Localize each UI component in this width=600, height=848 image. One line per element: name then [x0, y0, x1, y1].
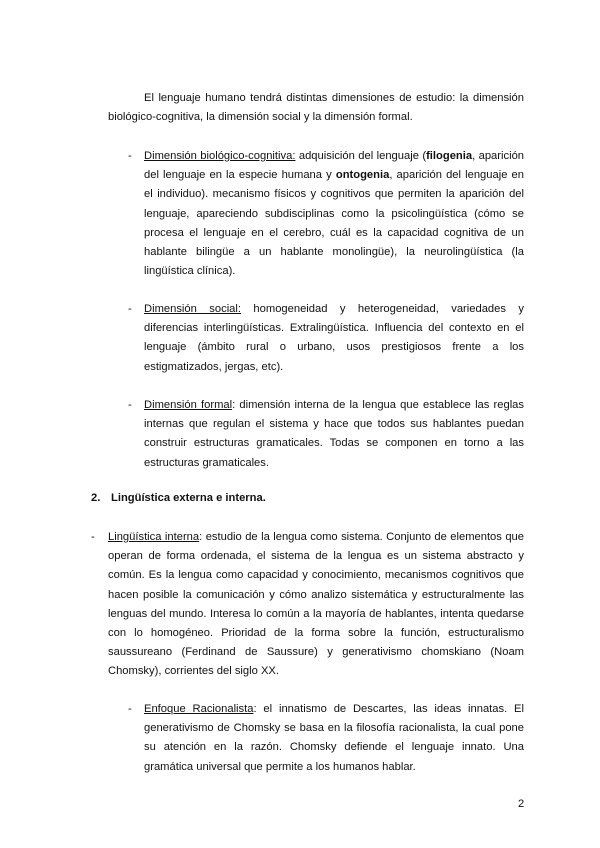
section-number: 2.	[91, 492, 101, 504]
racionalista-text: : el innatismo de Descartes, las ideas innatas. El generativismo de Chomsky se basa en la filosofía racionalista, la cual pone su atención en la razón. Chomsky defiende el lenguaje innato. Una gramática universal que permite a los humanos hablar.	[144, 703, 524, 773]
bio-label: Dimensión biológico-cognitiva:	[144, 150, 296, 162]
bio-text-3: , aparición del lenguaje en el individuo). mecanismo físicos y cognitivos que permiten la aparición del lenguaje, apareciendo subdisciplinas como la psicolingüística (cómo se procesa el lenguaje en el cerebro, cuál es la capacidad cognitiva de un hablante bilingüe a un hablante monolingüe), la neurolingüística (la lingüística clínica).	[144, 169, 524, 278]
interna-label: Lingüística interna	[108, 531, 200, 543]
interna-text: : estudio de la lengua como sistema. Conjunto de elementos que operan de forma ordenada, el sistema de la lengua es un sistema abstracto y común. Es la lengua como capacidad y conocimiento, mecanismos cognitivos que hacen posible la comunicación y cómo analizo sistemática y estructuralmente las lenguas del mundo. Interesa lo común a la mayoría de hablantes, intenta quedarse con lo homogéneo. Prioridad de la forma sobre la función, estructuralismo saussureano (Ferdinand de Saussure) y generativismo chomskiano (Noam Chomsky), corrientes del siglo XX.	[108, 531, 524, 678]
racionalista-label: Enfoque Racionalista	[144, 703, 254, 715]
interna-paragraph	[108, 528, 524, 682]
bio-text-1: adquisición del lenguaje (	[295, 150, 427, 162]
page-number: 2	[518, 798, 525, 810]
intro-paragraph	[108, 89, 524, 127]
section-title: Lingüística externa e interna.	[111, 492, 266, 504]
bullet-dash: -	[128, 399, 132, 411]
bullet-dash: -	[128, 303, 132, 315]
bio-term-filogenia: filogenia	[426, 150, 473, 162]
bullet-dash: -	[128, 703, 132, 715]
social-paragraph	[144, 300, 524, 377]
bullet-dash: -	[91, 531, 95, 543]
bio-paragraph	[144, 147, 524, 281]
social-label: Dimensión social:	[144, 303, 241, 315]
formal-text: : dimensión interna de la lengua que establece las reglas internas que regulan el sistema y hace que todos sus hablantes puedan construir estructuras gramaticales. Todas se componen en torno a las estructuras gramaticales.	[144, 399, 525, 469]
racionalista-paragraph	[144, 700, 524, 777]
formal-paragraph	[144, 396, 524, 473]
intro-text: El lenguaje humano tendrá distintas dimensiones de estudio: la dimensión biológico-cognitiva, la dimensión social y la dimensión formal.	[108, 92, 524, 124]
social-text: homogeneidad y heterogeneidad, variedades y diferencias interlingüísticas. Extralingüística. Influencia del contexto en el lenguaje (ámbito rural o urbano, usos prestigiosos frente a los estigmatizados, jergas, etc).	[144, 303, 524, 373]
bio-term-ontogenia: ontogenia	[335, 169, 390, 182]
bio-text-2: , aparición del lenguaje en la especie humana y	[144, 150, 525, 182]
formal-label: Dimensión formal	[144, 399, 233, 411]
bullet-dash: -	[128, 150, 132, 162]
